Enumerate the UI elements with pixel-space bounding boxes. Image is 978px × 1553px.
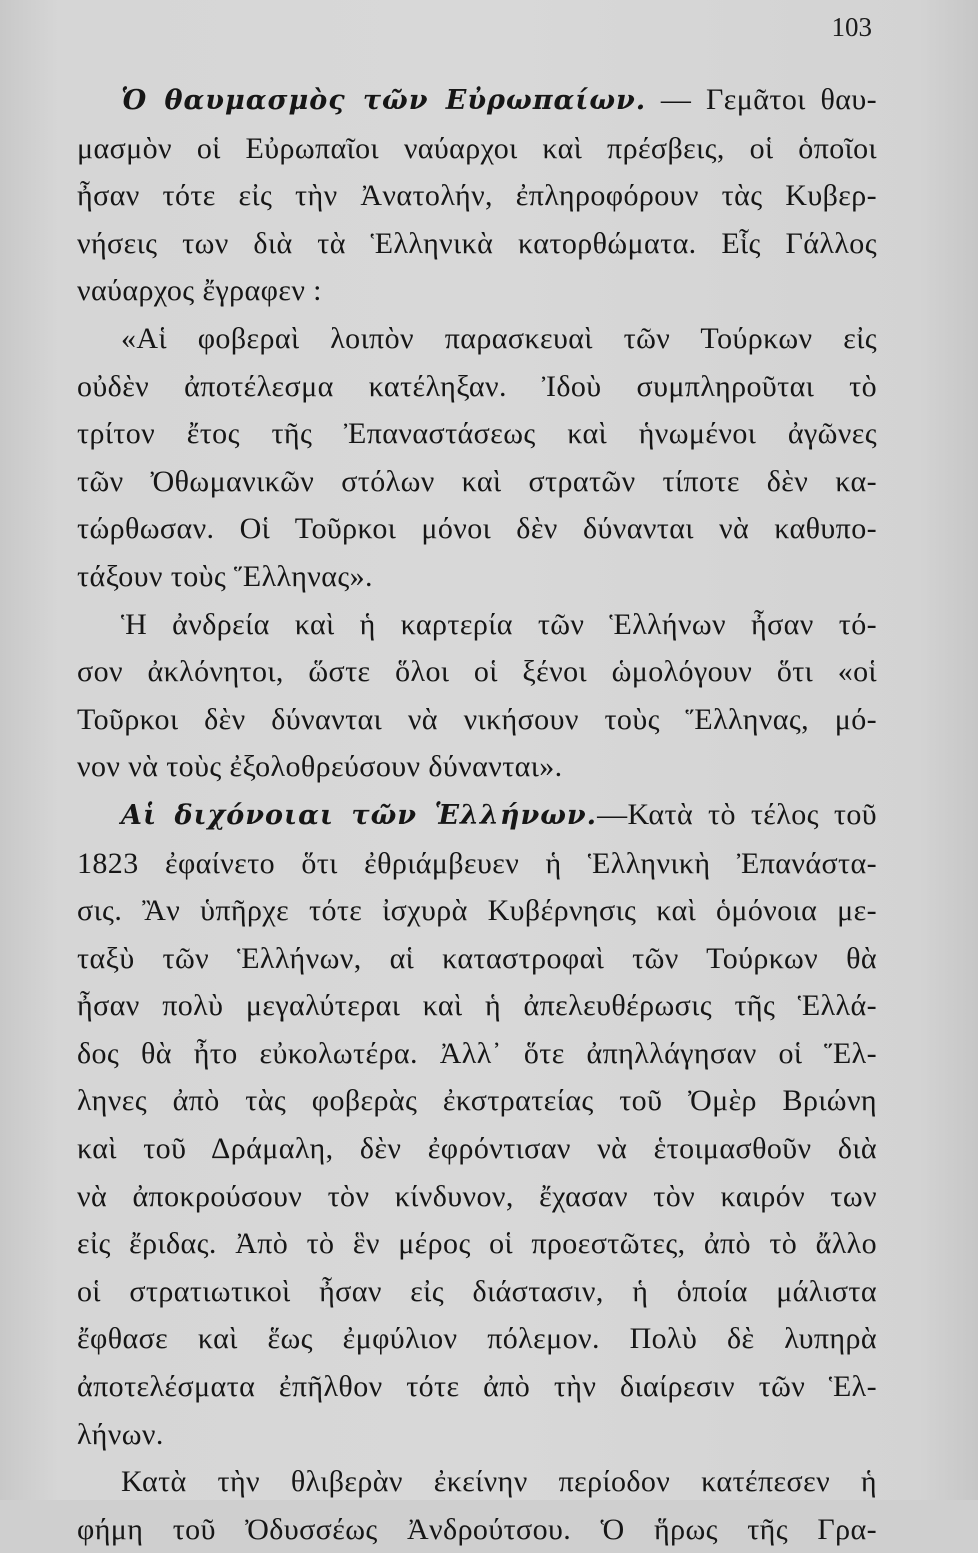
paragraph-4-line-10: εἰς ἔριδας. Ἀπὸ τὸ ἓν μέρος οἱ προεστῶτες, ἀπὸ τὸ ἄλλο: [77, 1227, 877, 1261]
paragraph-4-line-6: δος θὰ ἦτο εὐκολωτέρα. Ἀλλ᾽ ὅτε ἀπηλλάγησαν οἱ Ἕλ-: [77, 1036, 877, 1070]
paragraph-4-line-9: νὰ ἀποκρούσουν τὸν κίνδυνον, ἔχασαν τὸν καιρόν των: [77, 1179, 877, 1213]
paragraph-2-line-2: οὐδὲν ἀποτέλεσμα κατέληξαν. Ἰδοὺ συμπληροῦται τὸ: [77, 369, 877, 403]
section-heading-discord: Αἱ διχόνοιαι τῶν Ἑλλήνων.: [121, 799, 598, 831]
paragraph-4-line-7: ληνες ἀπὸ τὰς φοβερὰς ἐκστρατείας τοῦ Ὀμὲρ Βριώνη: [77, 1084, 877, 1118]
page-number: 103: [831, 12, 872, 42]
paragraph-4-line-14: λήνων.: [77, 1417, 164, 1451]
paragraph-2-line-1: «Αἱ φοβεραὶ λοιπὸν παρασκευαὶ τῶν Τούρκων εἰς: [121, 321, 877, 355]
paragraph-4-line-1: Αἱ διχόνοιαι τῶν Ἑλλήνων.—Κατὰ τὸ τέλος τοῦ: [121, 797, 877, 831]
paragraph-3-line-4: νον νὰ τοὺς ἐξολοθρεύσουν δύνανται».: [77, 750, 563, 784]
paragraph-5-line-1: Κατὰ τὴν θλιβερὰν ἐκείνην περίοδον κατέπεσεν ἡ: [121, 1465, 877, 1499]
paragraph-1-line-4: νήσεις των διὰ τὰ Ἑλληνικὰ κατορθώματα. Εἷς Γάλλος: [77, 226, 877, 260]
paragraph-2-line-4: τῶν Ὀθωμανικῶν στόλων καὶ στρατῶν τίποτε δὲν κα-: [77, 464, 877, 498]
paragraph-2-line-3: τρίτον ἔτος τῆς Ἐπαναστάσεως καὶ ἡνωμένοι ἀγῶνες: [77, 417, 877, 451]
paragraph-1-line-1: Ὁ θαυμασμὸς τῶν Εὐρωπαίων. — Γεμᾶτοι θαυ-: [121, 83, 878, 116]
paragraph-4-line-11: οἱ στρατιωτικοὶ ἦσαν εἰς διάστασιν, ἡ ὁποία μάλιστα: [77, 1274, 877, 1308]
paragraph-2-line-5: τώρθωσαν. Οἱ Τοῦρκοι μόνοι δὲν δύνανται νὰ καθυπο-: [77, 512, 877, 546]
paragraph-4-line-12: ἔφθασε καὶ ἕως ἐμφύλιον πόλεμον. Πολὺ δὲ λυπηρὰ: [77, 1322, 877, 1356]
paragraph-4-line-13: ἀποτελέσματα ἐπῆλθον τότε ἀπὸ τὴν διαίρεσιν τῶν Ἑλ-: [77, 1370, 877, 1404]
paragraph-1-line-2: μασμὸν οἱ Εὐρωπαῖοι ναύαρχοι καὶ πρέσβεις, οἱ ὁποῖοι: [77, 131, 877, 165]
paragraph-4-line-3: σις. Ἂν ὑπῆρχε τότε ἰσχυρὰ Κυβέρνησις καὶ ὁμόνοια με-: [77, 894, 877, 928]
paragraph-5-line-2: φήμη τοῦ Ὀδυσσέως Ἀνδρούτσου. Ὁ ἥρως τῆς Γρα-: [77, 1512, 877, 1546]
page-text: [77, 76, 877, 1553]
paragraph-4-line-2: 1823 ἐφαίνετο ὅτι ἐθριάμβευεν ἡ Ἑλληνικὴ Ἐπανάστα-: [77, 846, 877, 880]
paragraph-1-line-3: ἦσαν τότε εἰς τὴν Ἀνατολήν, ἐπληροφόρουν τὰς Κυβερ-: [77, 179, 877, 213]
paragraph-4-line-5: ἦσαν πολὺ μεγαλύτεραι καὶ ἡ ἀπελευθέρωσις τῆς Ἑλλά-: [77, 989, 877, 1023]
paragraph-2-line-6: τάξουν τοὺς Ἕλληνας».: [77, 559, 373, 593]
paragraph-4-line-8: καὶ τοῦ Δράμαλη, δὲν ἐφρόντισαν νὰ ἑτοιμασθοῦν διὰ: [77, 1132, 877, 1166]
paragraph-3-line-3: Τοῦρκοι δὲν δύνανται νὰ νικήσουν τοὺς Ἕλληνας, μό-: [77, 702, 877, 736]
paragraph-3-line-2: σον ἀκλόνητοι, ὥστε ὅλοι οἱ ξένοι ὡμολόγουν ὅτι «οἱ: [77, 655, 877, 689]
paragraph-3-line-1: Ἡ ἀνδρεία καὶ ἡ καρτερία τῶν Ἑλλήνων ἦσαν τό-: [121, 607, 877, 641]
paragraph-4-line-4: ταξὺ τῶν Ἑλλήνων, αἱ καταστροφαὶ τῶν Τούρκων θὰ: [77, 941, 877, 975]
paragraph-1-line-5: ναύαρχος ἔγραφεν :: [77, 274, 322, 308]
section-heading-admiration: Ὁ θαυμασμὸς τῶν Εὐρωπαίων.: [121, 85, 647, 116]
